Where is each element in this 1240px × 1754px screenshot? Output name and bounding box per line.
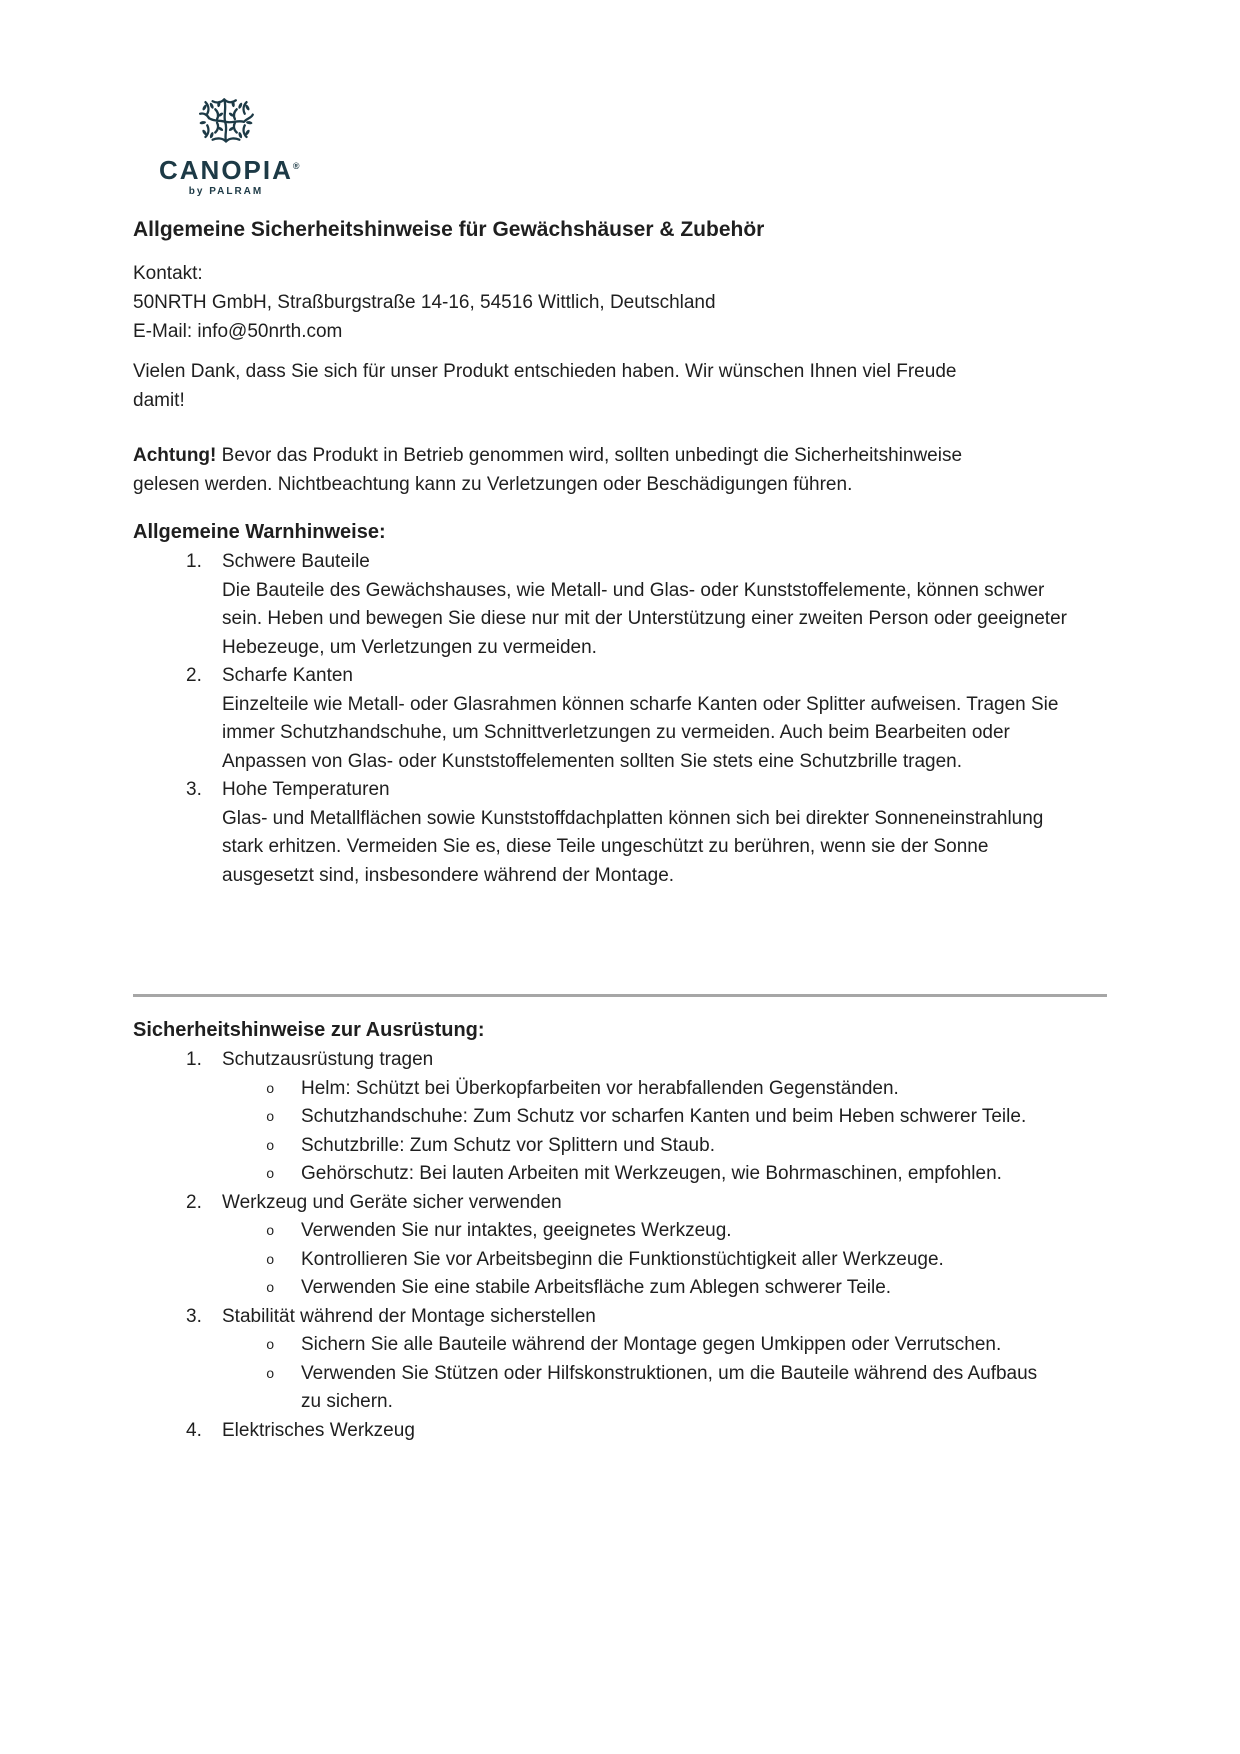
warning-text: Bevor das Produkt in Betrieb genommen wird, sollten unbedingt die Sicherheitshinweise gelesen werden. Nichtbeachtung kann zu Verletzungen oder Beschädigungen führen.	[133, 445, 963, 495]
item-title: Schwere Bauteile	[222, 551, 370, 572]
item-number: 2.	[186, 1191, 202, 1213]
list-item	[133, 1303, 1067, 1417]
sub-item-text: Schutzbrille: Zum Schutz vor Splittern und Staub.	[301, 1134, 715, 1156]
sub-list	[222, 1331, 1067, 1417]
sub-item-text: Schutzhandschuhe: Zum Schutz vor scharfen Kanten und beim Heben schwerer Teile.	[301, 1106, 1027, 1127]
sub-list-item	[222, 1360, 1051, 1417]
item-title: Hohe Temperaturen	[222, 779, 390, 800]
list-item	[133, 1189, 1067, 1303]
intro-paragraph: Vielen Dank, dass Sie sich für unser Produkt entschieden haben. Wir wünschen Ihnen viel Freude damit!	[133, 361, 957, 411]
sub-list-item	[222, 1103, 1051, 1132]
contact-address: 50NRTH GmbH, Straßburgstraße 14-16, 54516 Wittlich, Deutschland	[133, 292, 716, 313]
bullet-marker: o	[266, 1081, 275, 1098]
item-number: 1.	[186, 551, 202, 572]
numbered-list	[133, 548, 1107, 890]
bullet-marker: o	[266, 1366, 275, 1383]
item-title: Schutzausrüstung tragen	[222, 1049, 434, 1070]
bullet-marker: o	[266, 1252, 275, 1269]
logo-brand-text: CANOPIA	[159, 155, 293, 185]
sub-list-item	[222, 1217, 1051, 1246]
item-number: 1.	[186, 1049, 202, 1070]
item-body: Die Bauteile des Gewächshauses, wie Metall- und Glas- oder Kunststoffelemente, können schwer sein. Heben und bewegen Sie diese nur mit der Unterstützung einer zweiten Person oder geeigneter Hebezeuge, um Verletzungen zu vermeiden.	[222, 579, 1067, 658]
section-divider	[133, 994, 1107, 997]
bullet-marker: o	[266, 1138, 275, 1155]
item-title: Elektrisches Werkzeug	[222, 1419, 415, 1441]
item-body: Glas- und Metallflächen sowie Kunststoffdachplatten können sich bei direkter Sonneneinstrahlung stark erhitzen. Vermeiden Sie es, diese Teile ungeschützt zu berühren, wenn sie der Sonne ausgesetzt sind, insbesondere während der Montage.	[222, 807, 1044, 886]
list-item	[133, 662, 1067, 776]
list-item	[133, 1417, 1067, 1446]
sub-item-text: Gehörschutz: Bei lauten Arbeiten mit Werkzeugen, wie Bohrmaschinen, empfohlen.	[301, 1163, 1002, 1184]
sections	[133, 518, 1107, 1445]
item-body: Einzelteile wie Metall- oder Glasrahmen können scharfe Kanten oder Splitter aufweisen. Tragen Sie immer Schutzhandschuhe, um Schnittverletzungen zu vermeiden. Auch beim Bearbeiten oder Anpassen von Glas- oder Kunststoffelementen sollten Sie stets eine Schutzbrille tragen.	[222, 693, 1059, 772]
numbered-list	[133, 1046, 1107, 1445]
sub-list-item	[222, 1160, 1051, 1189]
bullet-marker: o	[266, 1338, 275, 1354]
item-number: 3.	[186, 1305, 202, 1327]
bullet-marker: o	[266, 1167, 275, 1183]
contact-email: E-Mail: info@50nrth.com	[133, 321, 343, 342]
bullet-marker: o	[266, 1224, 275, 1240]
item-title: Stabilität während der Montage sicherstellen	[222, 1305, 596, 1327]
list-item	[133, 1046, 1067, 1189]
sub-item-text: Helm: Schützt bei Überkopfarbeiten vor herabfallenden Gegenständen.	[301, 1077, 899, 1099]
canopia-logo	[159, 95, 300, 198]
bullet-marker: o	[266, 1110, 275, 1126]
sub-item-text: Verwenden Sie Stützen oder Hilfskonstruktionen, um die Bauteile während des Aufbaus zu sichern.	[301, 1362, 1038, 1412]
sub-item-text: Verwenden Sie eine stabile Arbeitsfläche zum Ablegen schwerer Teile.	[301, 1277, 892, 1298]
section-heading: Sicherheitshinweise zur Ausrüstung:	[133, 1019, 485, 1041]
sub-list-item	[222, 1331, 1051, 1360]
sub-list-item	[222, 1274, 1051, 1303]
sub-list-item	[222, 1132, 1051, 1161]
list-item	[133, 776, 1067, 890]
item-number: 2.	[186, 665, 202, 686]
item-number: 3.	[186, 779, 202, 800]
page-title: Allgemeine Sicherheitshinweise für Gewächshäuser & Zubehör	[133, 218, 765, 241]
sub-item-text: Kontrollieren Sie vor Arbeitsbeginn die Funktionstüchtigkeit aller Werkzeuge.	[301, 1248, 944, 1270]
item-number: 4.	[186, 1419, 202, 1441]
contact-label: Kontakt:	[133, 263, 203, 284]
sub-list	[222, 1217, 1067, 1303]
registered-trademark-symbol: ®	[292, 161, 300, 171]
item-title: Werkzeug und Geräte sicher verwenden	[222, 1191, 562, 1213]
sub-list	[222, 1075, 1067, 1189]
warning-label: Achtung!	[133, 445, 217, 466]
section-heading: Allgemeine Warnhinweise:	[133, 521, 386, 543]
sub-item-text: Sichern Sie alle Bauteile während der Montage gegen Umkippen oder Verrutschen.	[301, 1334, 1002, 1355]
sub-item-text: Verwenden Sie nur intaktes, geeignetes Werkzeug.	[301, 1220, 732, 1241]
logo-wordmark	[159, 153, 300, 185]
list-item	[133, 548, 1067, 662]
contact-block	[133, 259, 1107, 346]
item-title: Scharfe Kanten	[222, 665, 353, 686]
logo-tagline: by PALRAM	[188, 186, 264, 197]
sub-list-item	[222, 1246, 1051, 1275]
sub-list-item	[222, 1075, 1051, 1104]
canopia-tree-icon	[159, 95, 293, 145]
warning-paragraph	[133, 442, 1003, 499]
bullet-marker: o	[266, 1281, 275, 1297]
